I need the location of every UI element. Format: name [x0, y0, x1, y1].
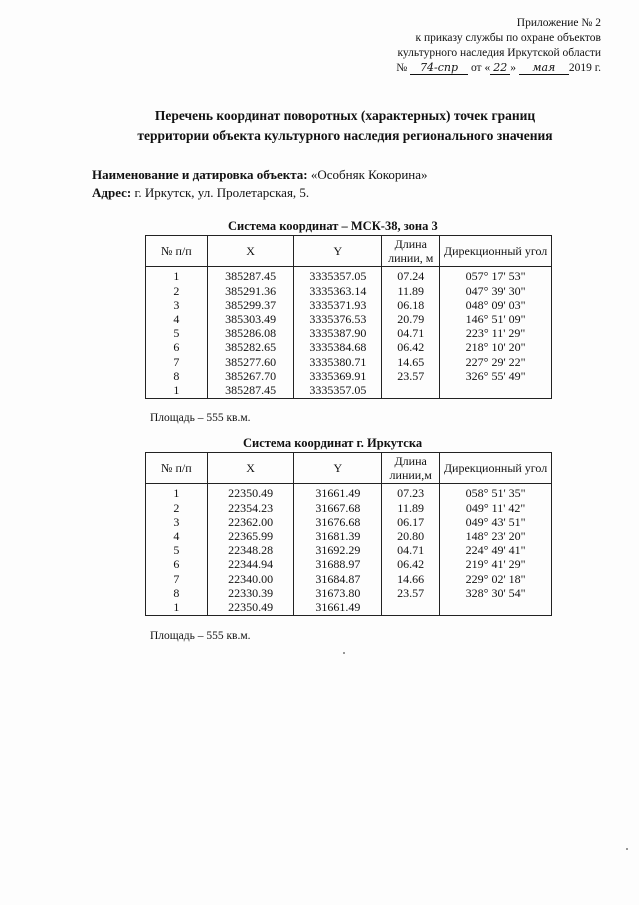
header-number: № п/п	[146, 453, 208, 484]
header-x: X	[207, 236, 294, 267]
header-y: Y	[294, 236, 382, 267]
table-cell: 31688.97	[315, 557, 361, 572]
table-cell: 3335380.71	[309, 354, 367, 369]
table-cell: 223° 11' 29"	[465, 326, 526, 341]
table-cell: 2	[173, 283, 180, 298]
header-y: Y	[294, 453, 382, 484]
table-cell: 385282.65	[225, 340, 277, 355]
table-cell: 218° 10' 20"	[465, 340, 526, 355]
order-year: 2019 г.	[568, 62, 601, 74]
scan-speck	[626, 848, 628, 850]
table-cell: 8	[173, 368, 180, 383]
order-month: мая	[519, 61, 569, 75]
header-length: Длина линии,м	[382, 453, 440, 484]
table-cell: 385267.70	[225, 368, 277, 383]
table-cell: 049° 43' 51"	[465, 514, 526, 529]
table-cell: 6	[173, 340, 180, 355]
table-cell: 20.80	[397, 528, 425, 543]
table-cell: 385277.60	[225, 354, 277, 369]
table-cell: 31684.87	[315, 571, 361, 586]
appendix-line-3: культурного наследия Иркутской области	[397, 47, 601, 59]
table-cell: 224° 49' 41"	[465, 543, 526, 558]
table-cell: 22354.23	[228, 500, 274, 515]
table-cell: 22330.39	[228, 585, 274, 600]
table-cell: 229° 02' 18"	[465, 571, 526, 586]
table-cell: 3335369.91	[309, 368, 367, 383]
table-cell: 326° 55' 49"	[465, 368, 526, 383]
table-cell: 385291.36	[225, 283, 277, 298]
object-name-value: «Особняк Кокорина»	[310, 167, 428, 182]
table-cell: 385287.45	[225, 382, 277, 397]
table-cell: 3335371.93	[309, 297, 367, 312]
table-cell: 048° 09' 03"	[465, 297, 526, 312]
header-number: № п/п	[146, 236, 208, 267]
table-cell: 31676.68	[315, 514, 361, 529]
header-length: Длина линии, м	[382, 236, 440, 267]
number-column	[146, 484, 208, 616]
number-column	[146, 267, 208, 399]
table-cell: 3335357.05	[309, 382, 367, 397]
table-cell: 3335376.53	[309, 311, 367, 326]
date-prefix: от «	[470, 62, 491, 74]
y-column	[294, 484, 382, 616]
table-cell: 31681.39	[315, 528, 361, 543]
table-cell: 3335387.90	[309, 326, 367, 341]
table-cell: 2	[173, 500, 180, 515]
table-cell: 219° 41' 29"	[465, 557, 526, 572]
document-title	[60, 106, 630, 146]
table-cell: 1	[173, 382, 180, 397]
table-1-caption: Система координат – МСК-38, зона 3	[228, 219, 438, 233]
order-day: 22	[490, 61, 510, 75]
table-2-caption: Система координат г. Иркутска	[243, 436, 423, 450]
table-cell: 31661.49	[315, 486, 361, 501]
table-cell: 22340.00	[228, 571, 274, 586]
table-cell: 328° 30' 54"	[465, 585, 526, 600]
table-cell: 3335363.14	[309, 283, 367, 298]
scan-speck	[343, 652, 345, 654]
object-address-value: г. Иркутск, ул. Пролетарская, 5.	[134, 185, 310, 200]
table-cell: 07.23	[397, 486, 425, 501]
table-body-row	[146, 484, 552, 616]
table-cell: 31692.29	[315, 543, 361, 558]
table-cell: 047° 39' 30"	[465, 283, 526, 298]
table-cell: 5	[173, 326, 180, 341]
table-cell: 7	[173, 571, 180, 586]
x-column	[207, 267, 294, 399]
table-cell: 22365.99	[228, 528, 274, 543]
y-column	[294, 267, 382, 399]
header-angle: Дирекционный угол	[440, 453, 552, 484]
table-1-area: Площадь – 555 кв.м.	[150, 412, 251, 424]
angle-column	[440, 484, 552, 616]
table-cell: 07.24	[397, 269, 425, 284]
table-cell: 4	[173, 311, 180, 326]
table-cell: 22350.49	[228, 599, 274, 614]
table-cell: 3	[173, 297, 180, 312]
table-cell: 148° 23' 20"	[465, 528, 526, 543]
order-number-line	[396, 61, 601, 76]
table-cell: 3335357.05	[309, 269, 367, 284]
table-cell: 8	[173, 585, 180, 600]
table-cell: 04.71	[397, 326, 425, 341]
object-name-label: Наименование и датировка объекта:	[92, 167, 308, 182]
table-cell: 06.17	[397, 514, 425, 529]
table-cell: 11.89	[397, 500, 424, 515]
table-cell: 11.89	[397, 283, 425, 298]
angle-column	[440, 267, 552, 399]
coordinates-table-1	[145, 235, 552, 399]
title-line-2: территории объекта культурного наследия регионального значения	[137, 128, 553, 143]
header-angle: Дирекционный угол	[440, 236, 552, 267]
table-cell: 1	[173, 599, 180, 614]
table-cell: 6	[173, 557, 180, 572]
table-cell: 14.65	[397, 354, 425, 369]
table-cell: 385299.37	[225, 297, 277, 312]
table-cell: 385303.49	[225, 311, 277, 326]
length-column	[382, 267, 440, 399]
appendix-line-2: к приказу службы по охране объектов	[415, 32, 601, 44]
table-cell: 5	[173, 543, 180, 558]
table-cell: 22344.94	[228, 557, 274, 572]
length-column	[382, 484, 440, 616]
table-header-row	[146, 453, 552, 484]
table-2-area: Площадь – 555 кв.м.	[150, 630, 251, 642]
table-cell: 22348.28	[228, 543, 274, 558]
x-column	[207, 484, 294, 616]
table-body-row	[146, 267, 552, 399]
table-cell: 22350.49	[228, 486, 274, 501]
object-name	[92, 166, 428, 184]
object-address	[92, 184, 309, 202]
title-line-1: Перечень координат поворотных (характерных) точек границ	[154, 108, 536, 123]
date-close: »	[510, 62, 516, 74]
coordinates-table-2	[145, 452, 552, 616]
header-x: X	[207, 453, 294, 484]
table-cell: 23.57	[397, 585, 425, 600]
table-cell: 04.71	[397, 543, 425, 558]
order-number: 74-спр	[410, 61, 468, 75]
appendix-header	[396, 16, 601, 76]
appendix-line-1: Приложение № 2	[516, 17, 601, 29]
table-cell: 049° 11' 42"	[465, 500, 526, 515]
table-cell: 057° 17' 53"	[465, 269, 526, 284]
table-cell: 385286.08	[225, 326, 277, 341]
number-prefix: №	[396, 62, 408, 74]
table-cell: 06.42	[397, 340, 425, 355]
table-cell: 7	[173, 354, 180, 369]
table-cell: 3	[173, 514, 180, 529]
table-cell: 4	[173, 528, 180, 543]
table-cell: 22362.00	[228, 514, 274, 529]
table-cell: 31667.68	[315, 500, 361, 515]
table-cell: 31673.80	[315, 585, 361, 600]
table-cell: 1	[173, 269, 180, 284]
table-cell: 14.66	[397, 571, 425, 586]
object-address-label: Адрес:	[92, 185, 132, 200]
table-cell: 20.79	[397, 311, 425, 326]
table-cell: 058° 51' 35"	[465, 486, 526, 501]
table-cell: 3335384.68	[309, 340, 367, 355]
table-header-row	[146, 236, 552, 267]
table-cell: 146° 51' 09"	[465, 311, 526, 326]
table-cell: 385287.45	[225, 269, 277, 284]
table-cell: 1	[173, 486, 180, 501]
table-cell: 06.42	[397, 557, 425, 572]
table-cell: 227° 29' 22"	[465, 354, 526, 369]
table-cell: 31661.49	[315, 599, 361, 614]
table-cell: 06.18	[397, 297, 425, 312]
table-cell: 23.57	[397, 368, 425, 383]
